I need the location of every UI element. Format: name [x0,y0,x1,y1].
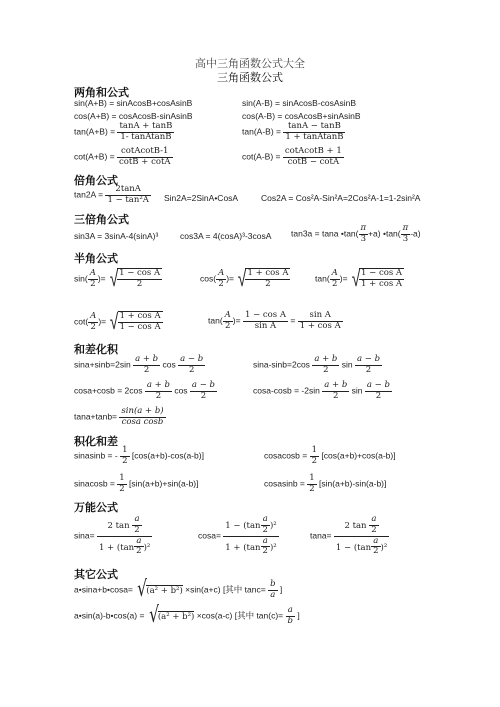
section-heading-half-angle: 半角公式 [74,252,118,265]
square-root: √ $\frac{\text{1 − cos A}}{2}$ [109,266,161,291]
denominator: 1 − tan²A [107,194,149,205]
fraction [286,606,295,627]
formula-cot-plus [74,147,173,168]
formula-part: 2 tan [344,520,367,531]
fraction [223,515,278,557]
denominator: cotB − cotA [287,156,340,167]
denominator: a [270,589,276,600]
formula-lhs: tan(A-B) = [242,126,281,137]
formula-part: cos [162,359,176,370]
fraction [190,381,217,402]
square-root: √ $\frac{\text{1 − cos A}}{\text{1 + cos A}}$ [351,266,403,291]
fraction [117,269,162,290]
fraction [312,355,339,376]
formula-cos2a: Cos2A = Cos²A-Sin²A=2Cos²A-1=1-2sin²A [261,193,421,203]
denominator: 1 + cos A [361,279,403,289]
numerator: a [371,537,380,548]
radicand: (a² + b²) [157,611,195,622]
numerator: tanA − tanB [283,122,345,133]
numerator: a − b [366,380,390,390]
fraction [133,355,160,376]
fraction [283,122,345,143]
denominator: 2 [90,278,96,289]
formula-lhs: sina= [74,530,95,541]
fraction [261,537,270,558]
formula-sinacosb [74,474,199,495]
numerator: 1 − cos A [361,268,403,279]
fraction [118,312,163,333]
denominator: 2 [311,455,318,466]
fraction [355,355,382,376]
numerator: a [134,537,143,548]
formula-half-tan [315,268,404,290]
formula-lhs: cot( [74,316,89,327]
formula-cos3a: cos3A = 4(cosA)³-3cosA [180,231,272,241]
formula-part: 2 tan [107,520,130,531]
formula-part: ×sin(a+c) [其中 tanc= [185,584,266,595]
formula-part: tan3a = tana •tan( [291,228,359,239]
formula-cos-plus: cos(A+B) = cosAcosB-sinAsinB [74,111,193,121]
formula-part: )² [269,542,277,553]
numerator: a + b [314,354,338,364]
fraction [371,537,380,558]
formula-sin-plus: sin(A+B) = sinAcosB+cosAsinB [74,98,193,108]
section-heading-double-angle: 倍角公式 [74,174,118,187]
section-heading-two-angle: 两角和公式 [74,86,129,99]
numerator: A [331,267,338,278]
page-subtitle: 三角函数公式 [217,71,283,84]
denominator: 2 [373,546,379,557]
formula-lhs: cot(A-B) = [242,151,281,162]
fraction [216,269,226,290]
fraction [117,122,174,143]
numerator: 1 [122,445,128,455]
numerator: a [132,515,141,526]
denominator: 1 − cos A [119,322,161,332]
formula-cot-minus [242,147,344,168]
formula-lhs: sina-sinb=2cos [253,359,310,370]
numerator: 1 − cos A [244,310,286,320]
formula-rhs: [cos(a+b)+cos(a-b)] [321,450,396,461]
numerator [97,515,152,537]
denominator: cotB + cotA [119,156,171,167]
numerator: a + b [324,380,348,390]
formula-tan3a [291,224,421,245]
formula-lhs: tan2A = [74,189,104,200]
formula-cosasinb [264,474,386,495]
formula-other-2 [74,605,300,627]
numerator: 1 + cos A [119,311,161,322]
numerator: a + b [146,380,170,390]
formula-part: +a) •tan( [368,228,401,239]
formula-part: )= [97,273,106,284]
denominator: 2 [262,524,268,535]
formula-cosacosb [264,446,396,467]
formula-sin3a: sin3A = 3sinA-4(sinA)³ [74,231,159,241]
formula-lhs: tan(A+B) = [74,126,116,137]
formula-part: )² [380,542,388,553]
fraction [117,474,126,495]
numerator [223,515,278,537]
square-root: √(a² + b²) [137,577,183,602]
formula-lhs: a•sin(a)-b•cos(a) = [74,610,145,621]
numerator: a − b [191,380,215,390]
fraction [369,515,378,536]
fraction [88,269,98,290]
formula-part: sin [351,385,363,396]
square-root: √ $\frac{\text{1 + cos A}}{2}$ [238,266,289,291]
formula-rhs: [sin(a+b)+sin(a-b)] [129,478,199,489]
page-title: 高中三角函数公式大全 [195,57,305,70]
denominator: 2 [365,364,372,375]
numerator: 1 [311,445,318,455]
denominator: 2 [200,390,207,401]
formula-part: )= [339,273,348,284]
formula-part: 1 + (tan [225,542,261,553]
denominator: cosa cosb [121,416,164,427]
formula-sina-minus-sinb [253,355,382,376]
denominator: 2 [134,524,140,535]
numerator: 1 + cos A [247,268,289,279]
denominator: 2 [188,364,195,375]
formula-cos-minus: cos(A-B) = cosAcosB+sinAsinB [242,111,361,121]
denominator [334,537,389,558]
formula-lhs: tana= [310,530,332,541]
numerator: π [360,223,367,233]
fraction [120,446,129,467]
formula-part: )= [232,315,241,326]
formula-lhs: cosa+cosb = 2cos [74,385,143,396]
numerator: a [261,515,270,526]
fraction [330,269,340,290]
numerator: A [90,310,97,321]
denominator: 2 [136,546,142,557]
fraction [322,381,349,402]
formula-lhs: sina+sinb=2sin [74,359,131,370]
formula-lhs: cosa= [198,530,221,541]
denominator: 2 [333,390,339,401]
denominator: sin A [254,320,277,331]
formula-tan-plus [74,122,174,143]
formula-part: )= [98,316,107,327]
formula-part: sin [341,359,353,370]
numerator: A [224,310,231,320]
formula-part: 1 + (tan [98,542,135,553]
formula-lhs: cot(A+B) = [74,151,115,162]
denominator: 2 [323,364,329,375]
denominator: 2 [371,524,377,535]
formula-cosa-plus-cosb [74,381,217,402]
denominator: 2 [155,390,162,401]
numerator: sin(a + b) [121,406,164,416]
denominator: 2 [136,279,143,289]
denominator: 2 [225,320,231,331]
formula-lhs: sinacosb = [74,478,115,489]
numerator: a [286,606,295,617]
formula-part: ] [297,610,300,621]
formula-lhs: a•sina+b•cosa= [74,584,133,595]
numerator: A [89,267,96,278]
fraction [298,311,343,332]
fraction [88,312,98,333]
denominator: 1- tanAtanB [120,131,172,142]
fraction [365,381,392,402]
fraction [359,224,369,245]
fraction [261,515,270,536]
numerator: cotAcotB-1 [117,147,173,158]
numerator: a − b [180,354,204,364]
formula-lhs: sinasinb = - [74,450,118,461]
denominator: 2 [90,321,96,332]
numerator: A [218,267,225,278]
fraction [223,311,233,332]
formula-half-tan-alt [208,311,343,332]
square-root: √(a² + b²) [148,603,195,628]
numerator: 1 [309,473,315,483]
numerator: 2tanA [105,185,150,196]
formula-part: -a) [410,228,421,239]
denominator: 1 + tanAtanB [285,131,344,142]
formula-tana-plus-tanb [74,407,166,428]
formula-lhs: tan( [208,315,223,326]
denominator: 1 + cos A [299,320,341,331]
formula-part: ×cos(a-c) [其中 tan(c)= [196,610,284,621]
formula-universal-cos [198,515,279,557]
fraction [283,147,344,168]
formula-rhs: [sin(a+b)-sin(a-b)] [319,478,387,489]
fraction [178,355,205,376]
formula-lhs: tana+tanb= [74,411,118,422]
formula-sinasinb [74,446,204,467]
denominator [97,537,152,558]
formula-part: ] [279,584,283,595]
formula-lhs: cosacosb = [264,450,308,461]
formula-half-sin [74,268,162,290]
formula-sin2a: Sin2A=2SinA•CosA [164,193,239,203]
denominator: 2 [262,546,268,557]
fraction [310,446,319,467]
fraction [243,311,288,332]
formula-sina-plus-sinb [74,355,205,376]
formula-part: cos [174,385,188,396]
radicand: (a² + b²) [146,585,183,596]
formula-part: )² [143,542,151,553]
formula-universal-tan [310,515,389,557]
formula-lhs: cosasinb = [264,478,305,489]
denominator: 2 [143,364,150,375]
numerator [334,515,389,537]
formula-part: )² [269,520,277,531]
fraction [268,580,277,601]
fraction [119,407,165,428]
section-heading-other: 其它公式 [74,568,118,581]
formula-other-1 [74,579,282,601]
numerator: a [369,515,378,526]
denominator: 2 [119,483,125,494]
numerator: tanA + tanB [119,121,173,131]
denominator: 2 [218,278,224,289]
numerator: sin A [298,311,343,322]
section-heading-product-to-sum: 积化和差 [74,435,118,448]
formula-tan-minus [242,122,345,143]
numerator: a [261,537,270,548]
formula-part: 1 − (tan [335,542,372,553]
fraction [105,185,150,206]
formula-rhs: [cos(a+b)-cos(a-b)] [131,450,204,461]
fraction [359,269,404,290]
numerator: a − b [356,354,381,364]
section-heading-triple-angle: 三倍角公式 [74,213,129,226]
formula-part: )= [226,273,234,284]
fraction [307,474,316,495]
formula-lhs: cos( [200,273,217,284]
numerator: b [270,578,276,589]
numerator: cotAcotB + 1 [284,146,342,156]
formula-universal-sin [74,515,152,557]
numerator: 1 [119,473,125,483]
formula-lhs: tan( [315,273,330,284]
denominator: 2 [332,278,338,289]
denominator: 2 [265,279,271,289]
section-heading-sum-to-product: 和差化积 [74,343,118,356]
fraction [117,147,173,168]
fraction [97,515,152,557]
formula-cosa-minus-cosb [253,381,392,402]
formula-part: 1 − (tan [225,520,261,531]
fraction [132,515,141,536]
section-heading-universal: 万能公式 [74,501,118,514]
numerator: a + b [135,354,159,364]
formula-sin-minus: sin(A-B) = sinAcosB-cosAsinB [242,98,357,108]
denominator: 2 [309,483,315,494]
formula-half-cot [74,311,163,333]
square-root: √ $\frac{\text{1 + cos A}}{\text{1 − cos A}}$ [110,309,161,334]
denominator: 3 [402,233,409,244]
formula-lhs: sin( [74,273,88,284]
formula-part: = [290,315,296,326]
denominator: 3 [360,233,366,244]
fraction [334,515,389,557]
formula-tan2a [74,185,151,206]
denominator: 2 [122,455,128,466]
fraction [145,381,172,402]
denominator: 2 [375,390,382,401]
fraction [134,537,143,558]
denominator [223,537,278,558]
fraction [245,269,290,290]
formula-lhs: cosa-cosb = -2sin [253,385,320,396]
formula-half-cos [200,268,290,290]
fraction [401,224,411,245]
numerator: π [402,223,409,233]
denominator: b [287,615,293,626]
numerator: 1 − cos A [119,268,161,279]
